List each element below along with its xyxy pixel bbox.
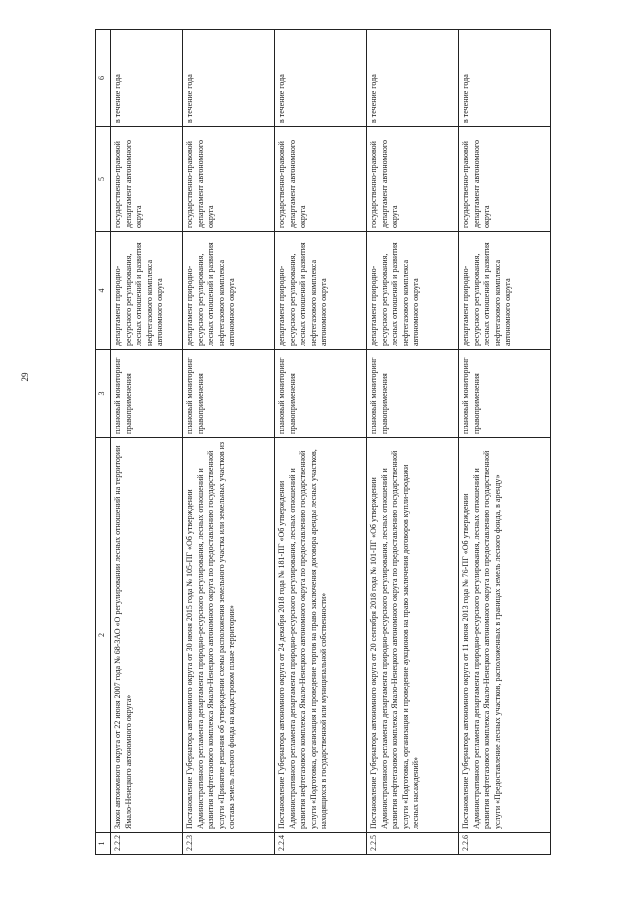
- page-number: 29: [20, 372, 30, 382]
- executor-cell: департамент природно-ресурсного регулирования, лесных отношений и развития нефтегазового комплекса автономного округа: [275, 232, 367, 350]
- table-row: [367, 30, 459, 855]
- activity-type-cell: плановый мониторинг правоприменения: [183, 350, 275, 438]
- rotated-table-container: [95, 30, 545, 855]
- document-cell: Постановление Губернатора автономного округа от 11 июня 2013 года № 76-ПГ «Об утверждении Административного регламента департамента природно-ресурсного регулирования, лесных отношений и развития нефтегазового комплекса Ямало-Ненецкого автономного округа по предоставлению государственной услуги «Предоставление лесных участков, расположенных в границах земель лесного фонда, в аренду»: [459, 438, 551, 833]
- row-number: 2.2.5: [367, 833, 459, 855]
- table-header-row: [96, 30, 111, 855]
- activity-type-cell: плановый мониторинг правоприменения: [367, 350, 459, 438]
- coexecutor-cell: государственно-правовой департамент автономного округа: [183, 127, 275, 232]
- executor-cell: департамент природно-ресурсного регулирования, лесных отношений и развития нефтегазового комплекса автономного округа: [367, 232, 459, 350]
- term-cell: в течение года: [275, 30, 367, 127]
- row-number: 2.2.6: [459, 833, 551, 855]
- executor-cell: департамент природно-ресурсного регулирования, лесных отношений и развития нефтегазового комплекса автономного округа: [183, 232, 275, 350]
- coexecutor-cell: государственно-правовой департамент автономного округа: [459, 127, 551, 232]
- table-row: [111, 30, 183, 855]
- term-cell: в течение года: [459, 30, 551, 127]
- table-row: [275, 30, 367, 855]
- monitoring-table: [95, 29, 551, 855]
- column-header: 2: [96, 438, 111, 833]
- column-header: 1: [96, 833, 111, 855]
- coexecutor-cell: государственно-правовой департамент автономного округа: [367, 127, 459, 232]
- row-number: 2.2.2: [111, 833, 183, 855]
- document-cell: Постановление Губернатора автономного округа от 20 сентября 2018 года № 101-ПГ «Об утверждении Административного регламента департамента природно-ресурсного регулирования, лесных отношений и развития нефтегазового комплекса Ямало-Ненецкого автономного округа по предоставлению государственной услуги «Подготовка, организация и проведение аукционов на право заключения договоров купли-продажи лесных насаждений»: [367, 438, 459, 833]
- document-cell: Закон автономного округа от 22 июня 2007 года № 68-ЗАО «О регулировании лесных отношений на территории Ямало-Ненецкого автономного округа»: [111, 438, 183, 833]
- column-header: 3: [96, 350, 111, 438]
- executor-cell: департамент природно-ресурсного регулирования, лесных отношений и развития нефтегазового комплекса автономного округа: [459, 232, 551, 350]
- coexecutor-cell: государственно-правовой департамент автономного округа: [111, 127, 183, 232]
- column-header: 4: [96, 232, 111, 350]
- activity-type-cell: плановый мониторинг правоприменения: [459, 350, 551, 438]
- document-cell: Постановление Губернатора автономного округа от 24 декабря 2018 года № 181-ПГ «Об утверждении Административного регламента департамента природно-ресурсного регулирования, лесных отношений и развития нефтегазового комплекса Ямало-Ненецкого автономного округа по предоставлению государственной услуги «Подготовка, организация и проведение торгов на право заключения договора аренды лесных участков, находящихся в государственной или муниципальной собственности»: [275, 438, 367, 833]
- activity-type-cell: плановый мониторинг правоприменения: [111, 350, 183, 438]
- row-number: 2.2.4: [275, 833, 367, 855]
- term-cell: в течение года: [111, 30, 183, 127]
- table-row: [459, 30, 551, 855]
- column-header: 6: [96, 30, 111, 127]
- activity-type-cell: плановый мониторинг правоприменения: [275, 350, 367, 438]
- executor-cell: департамент природно-ресурсного регулирования, лесных отношений и развития нефтегазового комплекса автономного округа: [111, 232, 183, 350]
- coexecutor-cell: государственно-правовой департамент автономного округа: [275, 127, 367, 232]
- column-header: 5: [96, 127, 111, 232]
- term-cell: в течение года: [367, 30, 459, 127]
- table-row: [183, 30, 275, 855]
- document-cell: Постановление Губернатора автономного округа от 30 июня 2015 года № 105-ПГ «Об утверждении Административного регламента департамента природно-ресурсного регулирования, лесных отношений и развития нефтегазового комплекса Ямало-Ненецкого автономного округа по предоставлению государственной услуги «Принятие решения об утверждении схемы расположения земельного участка или земельных участков из состава земель лесного фонда на кадастровом плане территории»: [183, 438, 275, 833]
- row-number: 2.2.3: [183, 833, 275, 855]
- term-cell: в течение года: [183, 30, 275, 127]
